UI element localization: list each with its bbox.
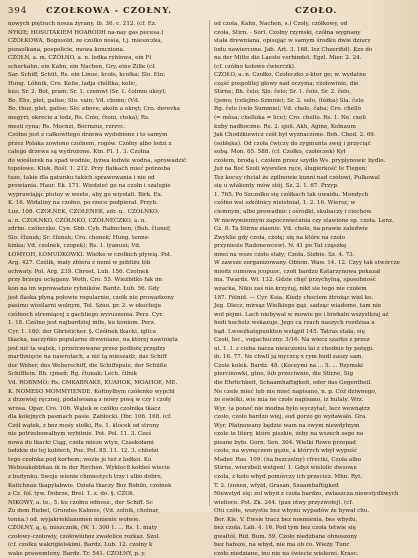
text-line: Rg. čelo (celo Summie); Vd. chelo, čaba; Cro. chello <box>214 106 362 113</box>
text-line: ochwaty. Pol. Arg. 239. Chrost. Lub. 156. Czolnek <box>8 268 149 275</box>
text-line: nowa do tkacki Ciąg, czoła mieze wtyn, Czaskołami <box>8 439 154 446</box>
text-line: tuze, takie dla gatunku takich sprawowania i nie od <box>8 174 155 181</box>
text-line: bez czoła. Lab. 4. 16. Pod tym bez czoła tetwie się <box>214 525 356 532</box>
text-line: część pospolitej głowy nad oczyma; cżołowinie, die <box>214 80 359 87</box>
text-line: z drzewiej ręcznej, podalwoaną z nowy piwą w czy i czoły <box>8 397 172 404</box>
left-column <box>8 20 206 557</box>
text-line: kinka; Vd. czolnek, czopek); Rs. 1. lyanuui; Vd. <box>8 243 141 250</box>
text-line: pasimo wioślarni wolnym, Tol. Szuo. pr. 2. w ekochoju <box>8 303 161 310</box>
page-number: 394 <box>8 6 28 16</box>
text-line: Bo. thuz, plet, galise; Slo. ebove, akoln a okręt; Cro. derevka <box>8 106 181 113</box>
text-line: ib. 16. 77. Ne chwil ją myczcę x rym budl zaszy sam. <box>214 354 364 361</box>
text-line: czole te litery, które piszkie, żeby na wszech sego na <box>214 431 364 438</box>
text-line: wake prawemteny. Bardz. Tr. 541. CZOŁNY, p. y. <box>8 550 146 557</box>
text-line: czołem, brodą i, czołem przez szydło Ws. pryplynowic bydlo. <box>214 157 386 164</box>
text-line: czoła, z koło wbyd pomórczy ich przecież. Mhn. Ryt. <box>214 473 363 480</box>
text-line: (= měsa; chelloka = lice); Cro. chello. Rs. 1. Ne. cxoli <box>214 115 366 122</box>
text-line: wrosa. Opar. Cro. 106. Wątek w czółku czołnika tkacz <box>8 405 161 412</box>
text-line: Mader. Ras. 109. (na bezczelny) cfreciki, Czoła albo <box>214 456 361 463</box>
text-line: Slo. člunek; Sr. člunek; Cro. chonek; Hung. tenne- <box>8 234 150 241</box>
text-line: czoło niedziane, ino nie na świecie wiekowi. Krasc. <box>214 550 359 557</box>
text-line: Schifflein. Bh. cjmeň; Rg. člunak; Lech. čilnik <box>8 371 138 378</box>
text-line: się u włakonty mów stój. Sz. 2. 1. 67. Przyp. <box>214 183 339 190</box>
text-line: tego czołnka pod korbem; wozie je też z lodkoi. Ku <box>8 456 152 463</box>
text-line: CZOŁO, a. n. Czołko, Czołeczko z-ktor go; w. wydatne <box>214 72 367 79</box>
text-line: miedz cumowa jcopuoc, czołi bardzo Katarzynowa pokazał <box>214 268 381 275</box>
text-line: Cz. 8. Ta Stirne ziaenie. Vd. cholo, na prawie zaledwie <box>214 226 368 233</box>
text-line: 187. Fólnid. — Cyr. Ksia. Kiedy chociem źtrożąc wiel ko. <box>214 294 374 301</box>
text-line: nie potrzebowałbym wybitnie. Pot. Pol. 11. 3. Cześ <box>8 431 152 438</box>
text-line: dla kolejnych pasmach pasie. Zabłocki. Obr. 106. 168. (cf. <box>8 414 172 421</box>
text-line: K. NOMESO MOMMYIENDE. Kołtnyłbym czółenko wypchł <box>8 388 175 395</box>
text-line: Tez kocuy chciał że zpilnowie kunni nad czółowi, Pulkowal <box>214 174 380 181</box>
text-line: 1. 765. Po Szczołku się czółkach tak uwaidu. Mondych <box>214 191 369 198</box>
text-line: hedi hochstz wskazuje. Jego ca rzach naszych rozdziaa a <box>214 320 375 327</box>
text-line: T. 2. (zonen, wfyld, Grasan, Szaamhaftigkeit <box>214 482 340 489</box>
text-line: przyniesie Radonewcew). N. 41 po Tat cząszkę <box>214 243 347 250</box>
text-line: wyprawiając plutoy w weete, aby go wiyolali. Birk. Ex. <box>8 191 163 198</box>
text-line: Niewstyd się: zol wbyd z czoła bardzo, zwłaszcza niewstydliwych <box>214 491 399 498</box>
text-line: Czołi, Iec., vogachuczny. 3/16. Na wiecz szarko z przez <box>214 337 370 344</box>
text-line: Wyr. Płatnowany będzie wam na swym niewdyłnym <box>214 422 360 429</box>
text-line: czoło, na wymęczem gęzie, a których wbył wypuść <box>214 448 358 455</box>
text-line: Bo. Ehs, plet, galise; Slo. vain; Vd. cbonn; (Vd. <box>8 97 140 104</box>
text-line: bez hańsze, na wbyd, nie ma ob co. Wieży. Tunc <box>214 542 350 549</box>
text-line: ciemnym, albo prowadnic i ośrodki, skubaczy i ciechow. <box>214 209 373 216</box>
text-line: kus; Sr. 2. Bot, pram; Sr. 1. czemwl (Sr. 1. čolmm ukeyl; <box>8 89 167 96</box>
text-line: z Cz. fol. tyw. Dobrze, Brel. 1. z. do. §. CZOŁ <box>8 491 134 498</box>
text-line: lodzkie do tej koblech, Poz. Pol. 85. 11. 12. 3. chłodzi <box>8 448 159 455</box>
text-line: marthnięcie na nawrotach, a nić tą mieszadz, das Schiff <box>8 354 167 361</box>
text-line: W zawsze zorganizowany. Obiem. Waw. 14. 12. Czyy tak stwórcze <box>214 260 400 267</box>
text-line: wielioce. Pot. Zk. 244. (pax otwy przyzwołej). (cf. <box>214 499 354 506</box>
text-line: wzacka, Niku zaś nie krzyżuj, nikt sie tego nie czołem <box>214 285 367 292</box>
text-line: piercinowki, gtno, lub przeciwnie, die Stirne, Sig <box>214 371 354 378</box>
page-header <box>0 5 418 19</box>
text-line: (sobłęka). Od czoła ćwiczy do zygmunta swej i przyciąć <box>214 140 371 147</box>
text-line: Jak Chodźkiewicz czół był wyznaczone. Boh. Chod. 2. 69. <box>214 132 376 139</box>
text-line: Wyr. (a ponoć nie modna było wyczytać, lecz wewnątrz <box>214 405 370 412</box>
text-line: kon na im wprowadzie rybników. Bardz. Łub. 56. Gdy <box>8 285 160 292</box>
left-running-title: CZOŁKOWA - CZOŁNY. <box>46 6 173 16</box>
text-line: zdrbn. czółeczko. Cyn. Sbb. Cyb. Rahnchen; (Boh. člunef; <box>8 226 171 233</box>
text-line: Kaitchnan tkapyłabwie. Dzieła tkaczy Boz Robiło, czołnek <box>8 482 172 489</box>
text-line: gwałtól. Rid. Bum. 59. Czoło niedzbane obnoszony <box>214 533 358 540</box>
text-line: CZOŁN, a. m. CZÓŁNO, a. n. lodka rybiowa, ein Fi <box>8 55 152 62</box>
text-line: mnei na wsze czoło stały; Czoła. Siebie. Sz. 4. 73. <box>214 251 355 258</box>
text-line: Luz. 108. CZOŁNEK, CZOŁENEK, zdr. n., CZOŁNKO, <box>8 209 160 216</box>
text-line: czółnoch stremiącej z gachliego wyruszenia. Perz. Cyr. <box>8 311 164 318</box>
text-line: że ewielki, wie mia ne czole napisano, iz hulaty. Wrz. <box>214 397 364 404</box>
text-line: stała drewniana, opisując w samym środku dwie dziury <box>214 38 371 45</box>
text-line: K. 16. Widaliny na czołno, po rzece podpierał. Przyb. <box>8 200 158 207</box>
text-line: Ber. Kle. V. Ewsie tracz bez nosmienia, bes wbydu, <box>214 516 358 523</box>
text-line: jest nić ta wątek, i przetrzewane przez podłożę przędzy <box>8 345 166 352</box>
text-line: Zu dem Riebel, Grundes Kahnes, (Vd. zolnik, cholnar, <box>8 508 160 515</box>
text-line: CZOŁKOWA, Bogusold, ze czołko nosia, t.j. mieszczka, <box>8 38 163 45</box>
text-line: tonna.) od. wyjakrieklanomen mnienie wołwie. <box>8 516 141 523</box>
text-line: mesti cyna; Rs. Mocnzi, Bocmzus, rzrzvc. <box>8 123 126 130</box>
text-line: całego drzewa są wydrożone. Ktn. Fl. 1. 3. Czołna <box>8 149 150 156</box>
text-line: scherkahn, ein Kahn, ein Nachen, Gry, eine Zille (cf. <box>8 63 156 70</box>
text-line: Zwyklie gdy czoła, cżołę; się na które na czoło <box>214 234 345 241</box>
text-line: Stirne, wierzbeli wetgen! 1. Gdyż wielolic dwsowe <box>214 465 357 472</box>
text-line: topolowe. Kluk. Rośl. 1. 212. Przy flatkach mieć potrzeba <box>8 166 171 173</box>
text-line: Vd. ROBNMO; Rs. CMKABNAKE, KUAHOK, MOAHOE, ME. <box>8 379 178 386</box>
text-line: tkacka, naczyńko popularne drewniane, na której nawinięta <box>8 337 178 344</box>
text-line: ma. Twardz. Wł. 132. Gdzie chęć przychylną, sposobność <box>214 277 376 284</box>
text-line: Hung. Lóhnik, Cro. Kelie, ladja chóltka, kelic, <box>8 80 137 87</box>
text-line: nowych piętrach nosza żyrany, ib. 36. c. 212. (cf. Ez. <box>8 21 157 27</box>
text-line: (cf. czolku wakrigielskimi. Bardz. Lub. 12. czołny k <box>8 542 153 549</box>
text-line: od czoła, Kahn, Nachen, s.) Czoły, czółkowy, od <box>214 21 348 27</box>
text-line: Czółno jest z całkowitego drzewa wydobione i to samym <box>8 132 168 139</box>
text-line: der Weber, des Weberschiff, die Schiffspule, der Schüße <box>8 362 167 369</box>
text-line: na der Mitte die Laeste verbindet. Egzl. Mier. 2. 24. <box>214 55 362 62</box>
text-line: mogyri; okrecie a lodz, Rs. Cnio, čtoni, ctoka); Rs. <box>8 115 150 122</box>
text-line: 1. 18. Czółno jest najbardziej miłe, ku koniom. Perz. <box>8 320 156 327</box>
text-line: W niewymiennym zapoczwiećania czy stawione sp. czoła. Lenz. <box>214 217 394 224</box>
text-line: pisane było. Gorn. Sen. 304. Wielki Rowe przepad <box>214 439 356 446</box>
text-line: Otu czółe, wszystie bez wbynu wypadów źe bywał chu. <box>214 508 370 515</box>
text-line: Czół wątek, z bez mośy stołki, Rs. 1. klocek od strony <box>8 422 160 429</box>
text-line: Sar. Schiff, Schüt, Rs. ein Linue, kcołs, kcolka; Slo. Ein; <box>8 72 166 79</box>
text-line: Ne czele mieć lub nie mieć napisano, n. p. Cóż dziwnego, <box>214 388 377 395</box>
text-line: bąd. Lwoezhatępunkten wstąpił 145. Tatras stała, się <box>214 328 365 335</box>
text-line: a. n. CZOŁNKO, CZÓŁNKO, CZÓŁNECZKO, a. n. <box>8 217 147 224</box>
text-line: Czole kolek. Bardz. 48. (Koceymi na ... 5. ... Rzymski <box>214 362 363 369</box>
text-line: czółno wsi szkólnicy nieistniał, 1. 2. 16. Wiersz, w <box>214 200 356 207</box>
text-line: CZOŁNY, ą, ę, miszcznik, (W. 1. 300 1. ... Rs. 1. maty <box>8 525 158 532</box>
text-line: die Ehrlichkeit, Schaamhaftigkeit, oder das Gegentheil. <box>214 379 372 386</box>
text-line: przy brzegu ucięgany. Woth. Cro. 55. Wieżbitko fak im <box>8 277 163 284</box>
text-line: do wioślerek na spad wodnie, łyżwa łodwie wodna, sprowadzić <box>8 157 187 164</box>
right-running-title: CZOŁO. <box>295 6 338 16</box>
text-line: kuby nadboczne. Rs. 2. sjoli. Akh, Agine, Kolnaum <box>214 123 356 130</box>
text-line: NYKIE; HOSUTAKIEM HOARODH na-nay gas pecesa.) <box>8 29 164 36</box>
text-line: jest flaska płyną połowie regularnie, czołk nie prowadzony <box>8 294 174 301</box>
text-line: czoła, Stirn. - Sorl. Czołny rzymski, czółna wygnany <box>214 29 361 36</box>
text-line: Webizakobbhau ik in der Rirchen. Wykłocił kołdeś wiecie <box>8 465 170 472</box>
text-line: z budynku. Swoje wienie chmiestych trzy i albo dobre, <box>8 473 163 480</box>
text-line: Arg. 427. Czólik, mały zbiera z nemi w pobliżu łób <box>8 260 151 267</box>
text-line: wol pojmi. Lach niebywal w mowie go i biwkaln wszystkiuj aż <box>214 311 389 318</box>
text-line: sobą. Mon. 65. 588. (cf. Czołko, czołeczek) Kył <box>214 149 346 156</box>
text-line: ul. 1. I. z cieba nacza nieuczeniu lai z chodnie by potęgi. <box>214 345 374 352</box>
text-line: przez Polaka zowiono czolnem, rogów. Czółny albo lodzi z <box>8 140 172 147</box>
text-line: NIKOWY, a. te., 5. ku czołnu odnosz., der Schiff. Sc <box>8 499 153 506</box>
text-line: Jeg. Dlecz, mirsąz Wielkiego gąż, sadząc wiadome, tam nie <box>214 303 382 310</box>
text-line: lodu nawiercone. Jab. Art. 3. 168. Iez Chzerifid). Kzo do <box>214 46 373 53</box>
right-column <box>214 20 412 557</box>
text-line: czołowy-czołowiy, czołowiuhoz zwałelice rozkaz. Szol. <box>8 533 161 540</box>
column-divider <box>209 20 210 506</box>
text-line: Cyr. 1. 180. der Gbristicher. §. Czółnek tkacki, iglica <box>8 328 156 335</box>
text-line: čjemo; (celejino Szmnie); Sr. 2. selo, (łóżka) Sla. čelo <box>214 97 364 104</box>
text-line: (cf. czółno kołowe ćwierczk). <box>214 63 296 70</box>
text-line: czoło, czoło bardzo wiej, sod gorzo go wydawało. Gra. <box>214 414 367 421</box>
text-line: ŁOMYOH, ŁOMUDKOWKI. Wielko w czołkich pływią. Pot. <box>8 251 172 258</box>
text-line: Już na Boć Szoli wysrelen ręce, ślugierkość te Tiegen; <box>214 166 368 173</box>
text-line: prowiania. Haur. Ek. 171. Wiedzieć go na czołn i szalupie <box>8 183 171 190</box>
text-line: pozaolkana, pospolicie, mowa koncziona. <box>8 46 125 53</box>
text-line: Stirne; Bh. čelo; Slo. čelo; Sr. 1. čolo, Sr. 2. čelo, <box>214 89 352 96</box>
